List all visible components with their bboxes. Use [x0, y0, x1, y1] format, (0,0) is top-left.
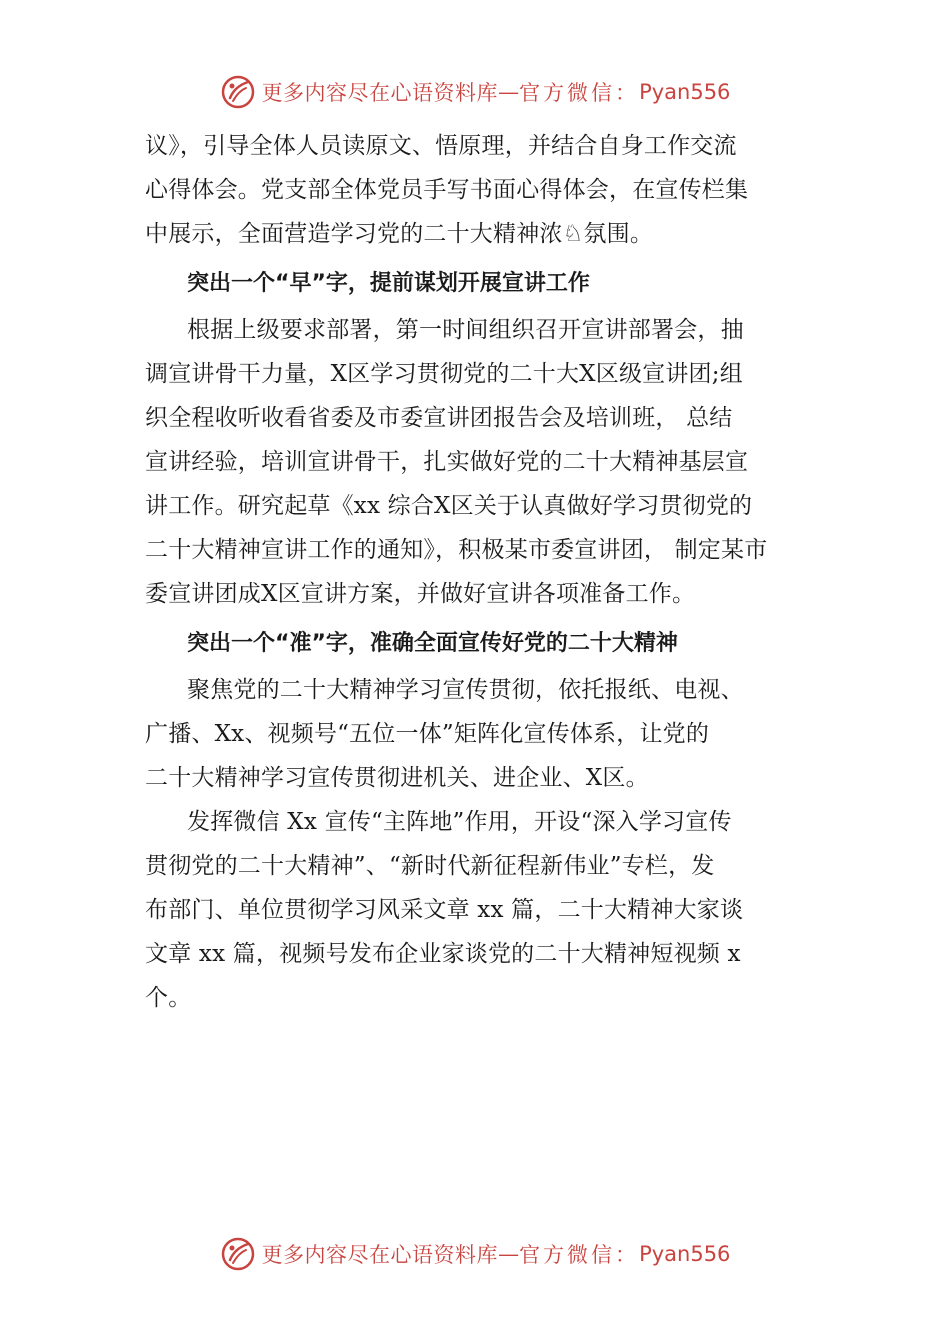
text-line: 委宣讲团成X区宣讲方案，并做好宣讲各项准备工作。: [145, 581, 696, 607]
text-line: 宣讲经验，培训宣讲骨干，扎实做好党的二十大精神基层宣: [145, 449, 749, 475]
banner-wechat-label: 官方微信：: [519, 81, 640, 105]
footer-banner: [0, 1232, 950, 1276]
text-line: 调宣讲骨干力量，X区学习贯彻党的二十大X区级宣讲团;组: [145, 361, 743, 387]
banner-text: 更多内容尽在心语资料库: [261, 81, 499, 105]
text-line: 议》，引导全体人员读原文、悟原理，并结合自身工作交流: [145, 133, 737, 159]
text-line: 广播、Xx、视频号“五位一体”矩阵化宣传体系，让党的: [145, 721, 710, 747]
section-heading-1: 突出一个“早”字，提前谋划开展宣讲工作: [187, 271, 590, 296]
text-line: 贯彻党的二十大精神”、“新时代新征程新伟业”专栏，发: [145, 853, 715, 879]
paragraph-2: [145, 308, 810, 616]
paragraph-3: [145, 668, 810, 800]
text-line: 文章 xx 篇，视频号发布企业家谈党的二十大精神短视频 x: [145, 941, 741, 967]
section-heading-2: 突出一个“准”字，准确全面宣传好党的二十大精神: [187, 631, 678, 656]
text-line: 布部门、单位贯彻学习风采文章 xx 篇，二十大精神大家谈: [145, 897, 744, 923]
banner-wechat-label: 官方微信：: [519, 1243, 640, 1267]
banner-separator: —: [498, 80, 520, 104]
text-line: 二十大精神学习宣传贯彻进机关、进企业、X区。: [145, 765, 649, 791]
text-line: 讲工作。研究起草《xx 综合X区关于认真做好学习贯彻党的: [145, 493, 753, 519]
text-line: 个。: [145, 985, 192, 1011]
paragraph-4: [145, 800, 810, 1020]
header-banner: [0, 70, 950, 114]
document-body: [145, 124, 810, 1020]
banner-wechat-id: Pyan556: [639, 1242, 731, 1266]
text-line: 根据上级要求部署，第一时间组织召开宣讲部署会，抽: [187, 317, 744, 343]
text-line: 发挥微信 Xx 宣传“主阵地”作用，开设“深入学习宣传: [187, 809, 732, 835]
brand-logo-icon: [220, 74, 256, 110]
text-line: 心得体会。党支部全体党员手写书面心得体会，在宣传栏集: [145, 177, 749, 203]
banner-text: 更多内容尽在心语资料库: [261, 1243, 499, 1267]
brand-logo-icon: [220, 1236, 256, 1272]
text-line: 聚焦党的二十大精神学习宣传贯彻，依托报纸、电视、: [187, 677, 744, 703]
text-line: 织全程收听收看省委及市委宣讲团报告会及培训班， 总结: [145, 405, 733, 431]
paragraph-1: [145, 124, 810, 256]
banner-wechat-id: Pyan556: [639, 80, 731, 104]
text-line: 中展示，全面营造学习党的二十大精神浓♘氛围。: [145, 221, 654, 247]
text-line: 二十大精神宣讲工作的通知》，积极某市委宣讲团， 制定某市: [145, 537, 768, 563]
banner-separator: —: [498, 1242, 520, 1266]
